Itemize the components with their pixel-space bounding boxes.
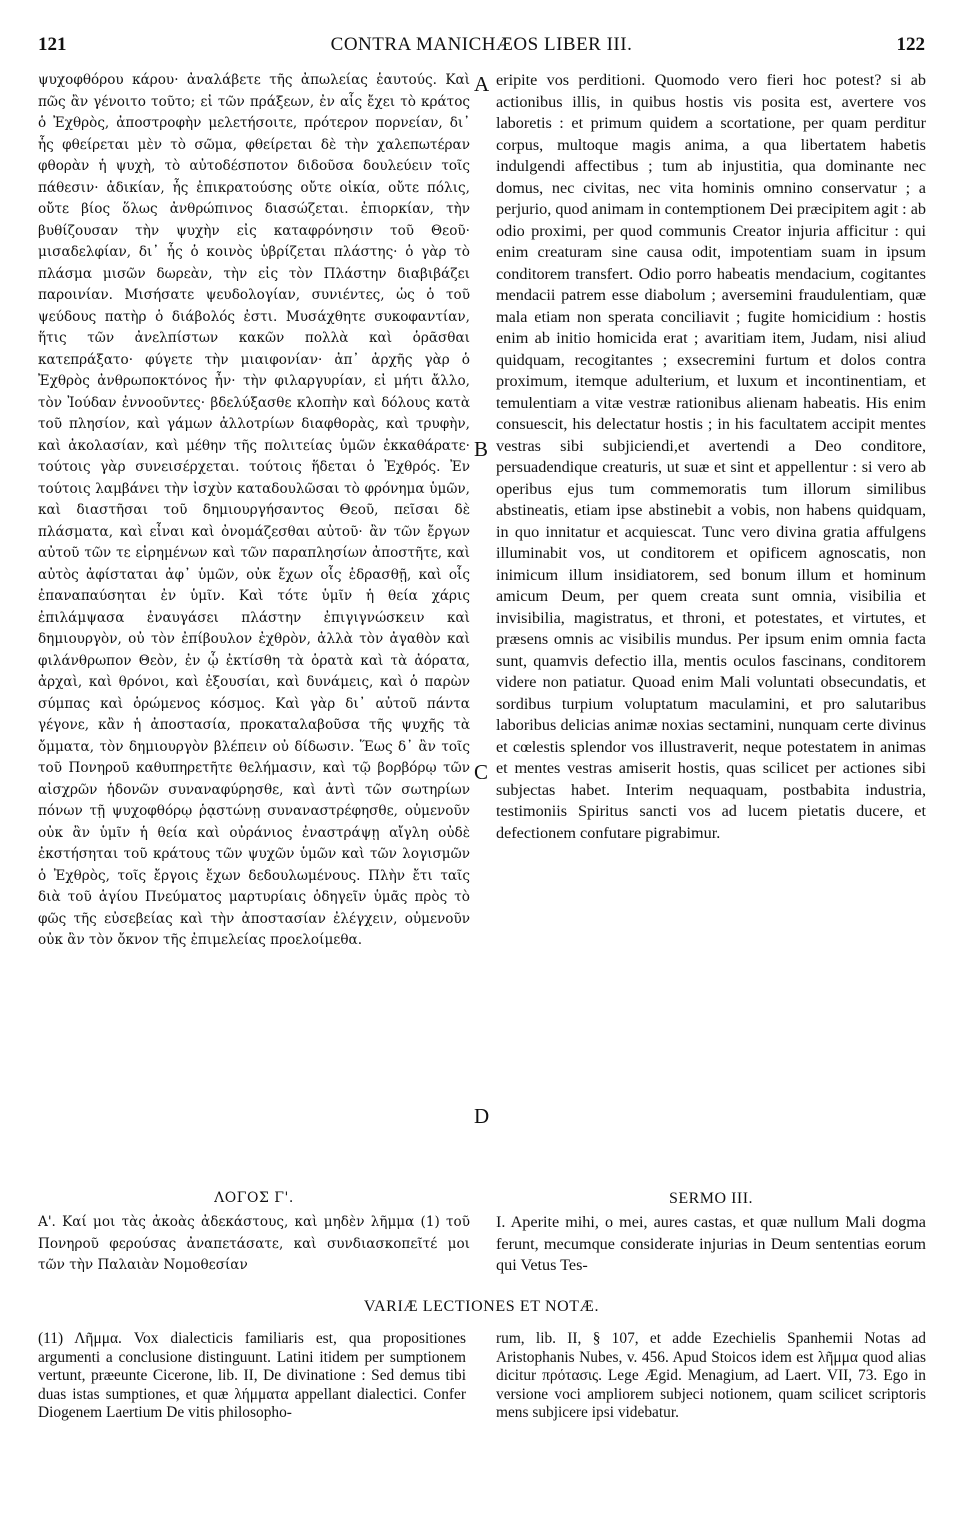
latin-paragraph: eripite vos perditioni. Quomodo vero fieri hoc potest? si ab actionibus illis, in quibus hostis vis posita est, avertere vos laboretis : et primum quidem a scortatione, per quam perditur corpus, multoque magis anima, a qua libertatem habetis indulgendi affectibus ; tum ab injustitia, qua dominante nec domus, nec civitas, nec vita hominis omnino conservatur ; a perjurio, quod animam in contemptionem Dei præcipitem agit : ab odio proximi, per quod communis Creator injuria afficitur : qui enim creaturam sine causa odit, impotentiam suam in ipsum conditorem transfert. Odio porro habeatis mendacium, cogitantes mendacii patrem esse diabolum ; aversemini fraudulentiam, quæ mala etiam non sperata conciliavit ; fugite homicidium : hostis enim ab initio homicida erat ; avaritiam item, Judam, nisi aliud quidquam, recogitantes ; exsecremini furtum et dolos contra proximum, itemque adulterium, et luxum et incontinentiam, et temulentiam a vitæ vestræ rationibus alienam habeatis. His enim consuescit, his delectatur hostis ; in his facultatem accipit mentes vestras sibi subjiciendi,et avertendi a Deo conditore, persuadendique creaturis, ut suæ et sint et appellentur : si vero ab operibus ejus tum commemoratis tum illorum similibus abstineatis, etiam ipse abstinebit a vobis, non habens quidquam, in quo innitatur et acquiescat. Tunc vero divina gratia affulgens illuminabit vos, ut conditorem et opificem agnoscatis, non inimicum illum insidiatorem, sed bonum illum et hominum amicum Deum, per quem creata sunt omnia, visibilia et invisibilia, magistratus, et throni, et potestates, et virtutes, et præsens omnis ac visibilis mundus. Per ipsum enim omnia facta sunt, quamvis defectio illa, mentis oculos fascinans, conditorem videre non patiatur. Quoad enim Mali voluntati obsecundatis, et sordibus turpium voluptatum maculamini, et pro salutaribus laboribus delicias animæ noxias sectamini, nunquam certe divinus et cœlestis splendor vos illustraverit, neque potestatem in animas et mentes vestras amiserit hostis, quas scilicet per actiones sibi subjectas habet. Interim nequaquam, postbabita industria, testimoniis Spiritus sancti vos ad lucem pietatis ducere, et defectionem confutare pigrabimur. bbox=[496, 71, 926, 842]
page-header bbox=[38, 34, 925, 60]
note-right-text: rum, lib. II, § 107, et adde Ezechielis Spanhemii Notas ad Aristophanis Nubes, v. 456. Apud Stoicos idem est λῆμμα quod alias dicitur πρότασις. Lege Ægid. Menagium, ad Laert. VII, 73. Ego in versione voci ampliorem subjeci notionem, quam scilicet scriptoris mens subjicere ipsi videbatur. bbox=[496, 1330, 926, 1421]
margin-letter-a: A bbox=[474, 72, 490, 96]
notes-title: VARIÆ LECTIONES ET NOTÆ. bbox=[363, 1298, 600, 1315]
margin-letter-c: C bbox=[474, 760, 489, 784]
note-left-column bbox=[38, 1330, 466, 1423]
running-title: CONTRA MANICHÆOS LIBER III. bbox=[330, 34, 633, 55]
greek-sermo-text bbox=[38, 1212, 470, 1277]
latin-sermo-heading: SERMO III. bbox=[668, 1190, 754, 1207]
note-right-column bbox=[496, 1330, 926, 1423]
note-left-text: (11) Λῆμμα. Vox dialecticis familiaris est, qua propositiones argumenti a conclusione distinguunt. Latini itidem per sumptionem vertunt, præeunte Cicerone, lib. II, De divinatione : Sed demus tibi duas istas sumptiones, et quæ λήμματα appellant dialectici. Confer Diogenem Laertium De vitis philosopho- bbox=[38, 1330, 466, 1421]
latin-sermo-text bbox=[496, 1212, 926, 1277]
greek-column bbox=[38, 70, 470, 952]
greek-sermo-paragraph: Α'. Καί μοι τὰς ἀκοὰς ἀδεκάστους, καὶ μηδὲν λῆμμα (1) τοῦ Πονηροῦ φερούσας ἀναπετάσατε, καὶ συνδιασκοπεῖτέ μοι τῶν τὴν Παλαιὰν Νομοθεσίαν bbox=[38, 1214, 470, 1273]
margin-letter-b: B bbox=[474, 437, 489, 461]
page-number-right: 122 bbox=[896, 34, 925, 55]
margin-letter-d: D bbox=[474, 1104, 490, 1128]
latin-sermo-paragraph: I. Aperite mihi, o mei, aures castas, et quæ nullum Mali dogma ferunt, mecumque considerate injurias in Deum sententias eorum qui Vetus Tes- bbox=[496, 1213, 926, 1274]
greek-paragraph: ψυχοφθόρου κάρου· ἀναλάβετε τῆς ἀπωλείας ἑαυτούς. Καὶ πῶς ἂν γένοιτο τοῦτο; εἰ τῶν πράξεων, ἐν αἷς ἔχει τὸ κράτος ὁ Ἐχθρὸς, ἀποστροφὴν μελετήσοιτε, πρότερον πορνείαν, δι᾽ ἧς φθείρεται μὲν τὸ σῶμα, φθείρεται δὲ τὴν χαλεπωτέραν φθορὰν ἡ ψυχὴ, τὸ αὐτοδέσποτον διδοῦσα δουλεύειν τοῖς πάθεσιν· ἀδικίαν, ἧς ἐπικρατούσης οὔτε οἰκία, οὔτε πόλις, οὔτε βίος ὅλως ἀνθρώπινος διασώζεται. ἐπιορκίαν, τὴν βυθίζουσαν τὴν ψυχὴν εἰς καταφρόνησιν τοῦ Θεοῦ· μισαδελφίαν, δι᾽ ἧς ὁ κοινὸς ὑβρίζεται πλάστης· ὁ γὰρ τὸ πλάσμα μισῶν δωρεὰν, τὴν εἰς τὸν Πλάστην διαβιβάζει παροινίαν. Μισήσατε ψευδολογίαν, συνιέντες, ὡς ὁ τοῦ ψεύδους πατὴρ ὁ διάβολός ἐστι. Μυσάχθητε συκοφαντίαν, ἥτις τῶν ἀνελπίστων κακῶν πολλὰ καὶ ὁρᾶσθαι κατεπράξατο· φύγετε τὴν μιαιφονίαν· ἀπ᾽ ἀρχῆς γὰρ ὁ Ἐχθρὸς ἀνθρωποκτόνος ἦν· τὴν φιλαργυρίαν, εἰ μήτι ἄλλο, τὸν Ἰούδαν ἐννοοῦντες· βδελύξασθε κλοπὴν καὶ δόλους κατὰ τοῦ πλησίον, καὶ γάμων ἀλλοτρίων διαφθορὰς, καὶ τρυφὴν, καὶ ἀκολασίαν, καὶ μέθην τῆς πολιτείας ὑμῶν ἐκκαθάρατε· τούτοις γὰρ συνεισέρχεται. τούτοις ἥδεται ὁ Ἐχθρός. Ἐν τούτοις λαμβάνει τὴν ἰσχὺν καταδουλῶσαι τὸ φρόνημα ὑμῶν, καὶ διαστῆσαι τοῦ δημιουργήσαντος Θεοῦ, πεῖσαι δὲ πλάσματα, καὶ εἶναι καὶ ὀνομάζεσθαι αὐτοῦ· ἂν τῶν ἔργων αὐτοῦ τῶν τε εἰρημένων καὶ τῶν παραπλησίων ἀποστῆτε, καὶ αὐτὸς ἀφίσταται ἀφ᾽ ὑμῶν, οὐκ ἔχων οἷς ἑδρασθῇ, καὶ οἷς ἐπαναπαύσηται ἐν ὑμῖν. Καὶ τότε ὑμῖν ἡ θεία χάρις ἐπιλάμψασα ἐναυγάσει πλάστην ἐπιγιγνώσκειν καὶ δημιουργὸν, οὐ τὸν ἐπίβουλον ἐχθρὸν, ἀλλὰ τὸν ἀγαθὸν καὶ φιλάνθρωπον Θεὸν, ἐν ᾧ ἐκτίσθη τὰ ὁρατὰ καὶ τὰ ἀόρατα, ἀρχαὶ, καὶ θρόνοι, καὶ ἐξουσίαι, καὶ δυνάμεις, καὶ ὁ παρὼν σύμπας καὶ ὁρώμενος κόσμος. Καὶ γὰρ δι᾽ αὐτοῦ πάντα γέγονε, κἂν ἡ ἀποστασία, προκαταλαβοῦσα τῆς ψυχῆς τὰ ὄμματα, τὸν δημιουργὸν βλέπειν οὐ δίδωσιν. Ἕως δ᾽ ἂν τοῖς τοῦ Πονηροῦ καθυπηρετῆτε θελήμασιν, καὶ τῷ βορβόρῳ τῶν αἰσχρῶν ἡδονῶν συναναφύρησθε, καὶ ἀντὶ τῶν σωτηρίων πόνων τῇ ψυχοφθόρῳ ῥᾳστώνῃ συναναστρέφησθε, οὐμενοῦν οὐκ ἂν ὑμῖν ἡ θεία καὶ οὐράνιος ἐναστράψῃ αἴγλη οὐδὲ ἐκστήσηται τοῦ κράτους τῶν ψυχῶν ὑμῶν καὶ τῶν λογισμῶν ὁ Ἐχθρὸς, τοῖς ἔργοις ἔχων δεδουλωμένους. Πλὴν ἔτι ταῖς διὰ τοῦ ἁγίου Πνεύματος μαρτυρίαις ὁδηγεῖν ὑμᾶς πρὸς τὸ φῶς τῆς εὐσεβείας καὶ τὴν ἀποστασίαν ἐλέγχειν, οὐμενοῦν οὐκ ἂν τὸν ὄκνον τῆς ἐπιμελείας προελοίμεθα. bbox=[38, 72, 470, 948]
greek-sermo-heading: ΛΟΓΟΣ Γ'. bbox=[214, 1190, 294, 1206]
latin-column bbox=[496, 70, 926, 844]
page-number-left: 121 bbox=[38, 34, 67, 55]
